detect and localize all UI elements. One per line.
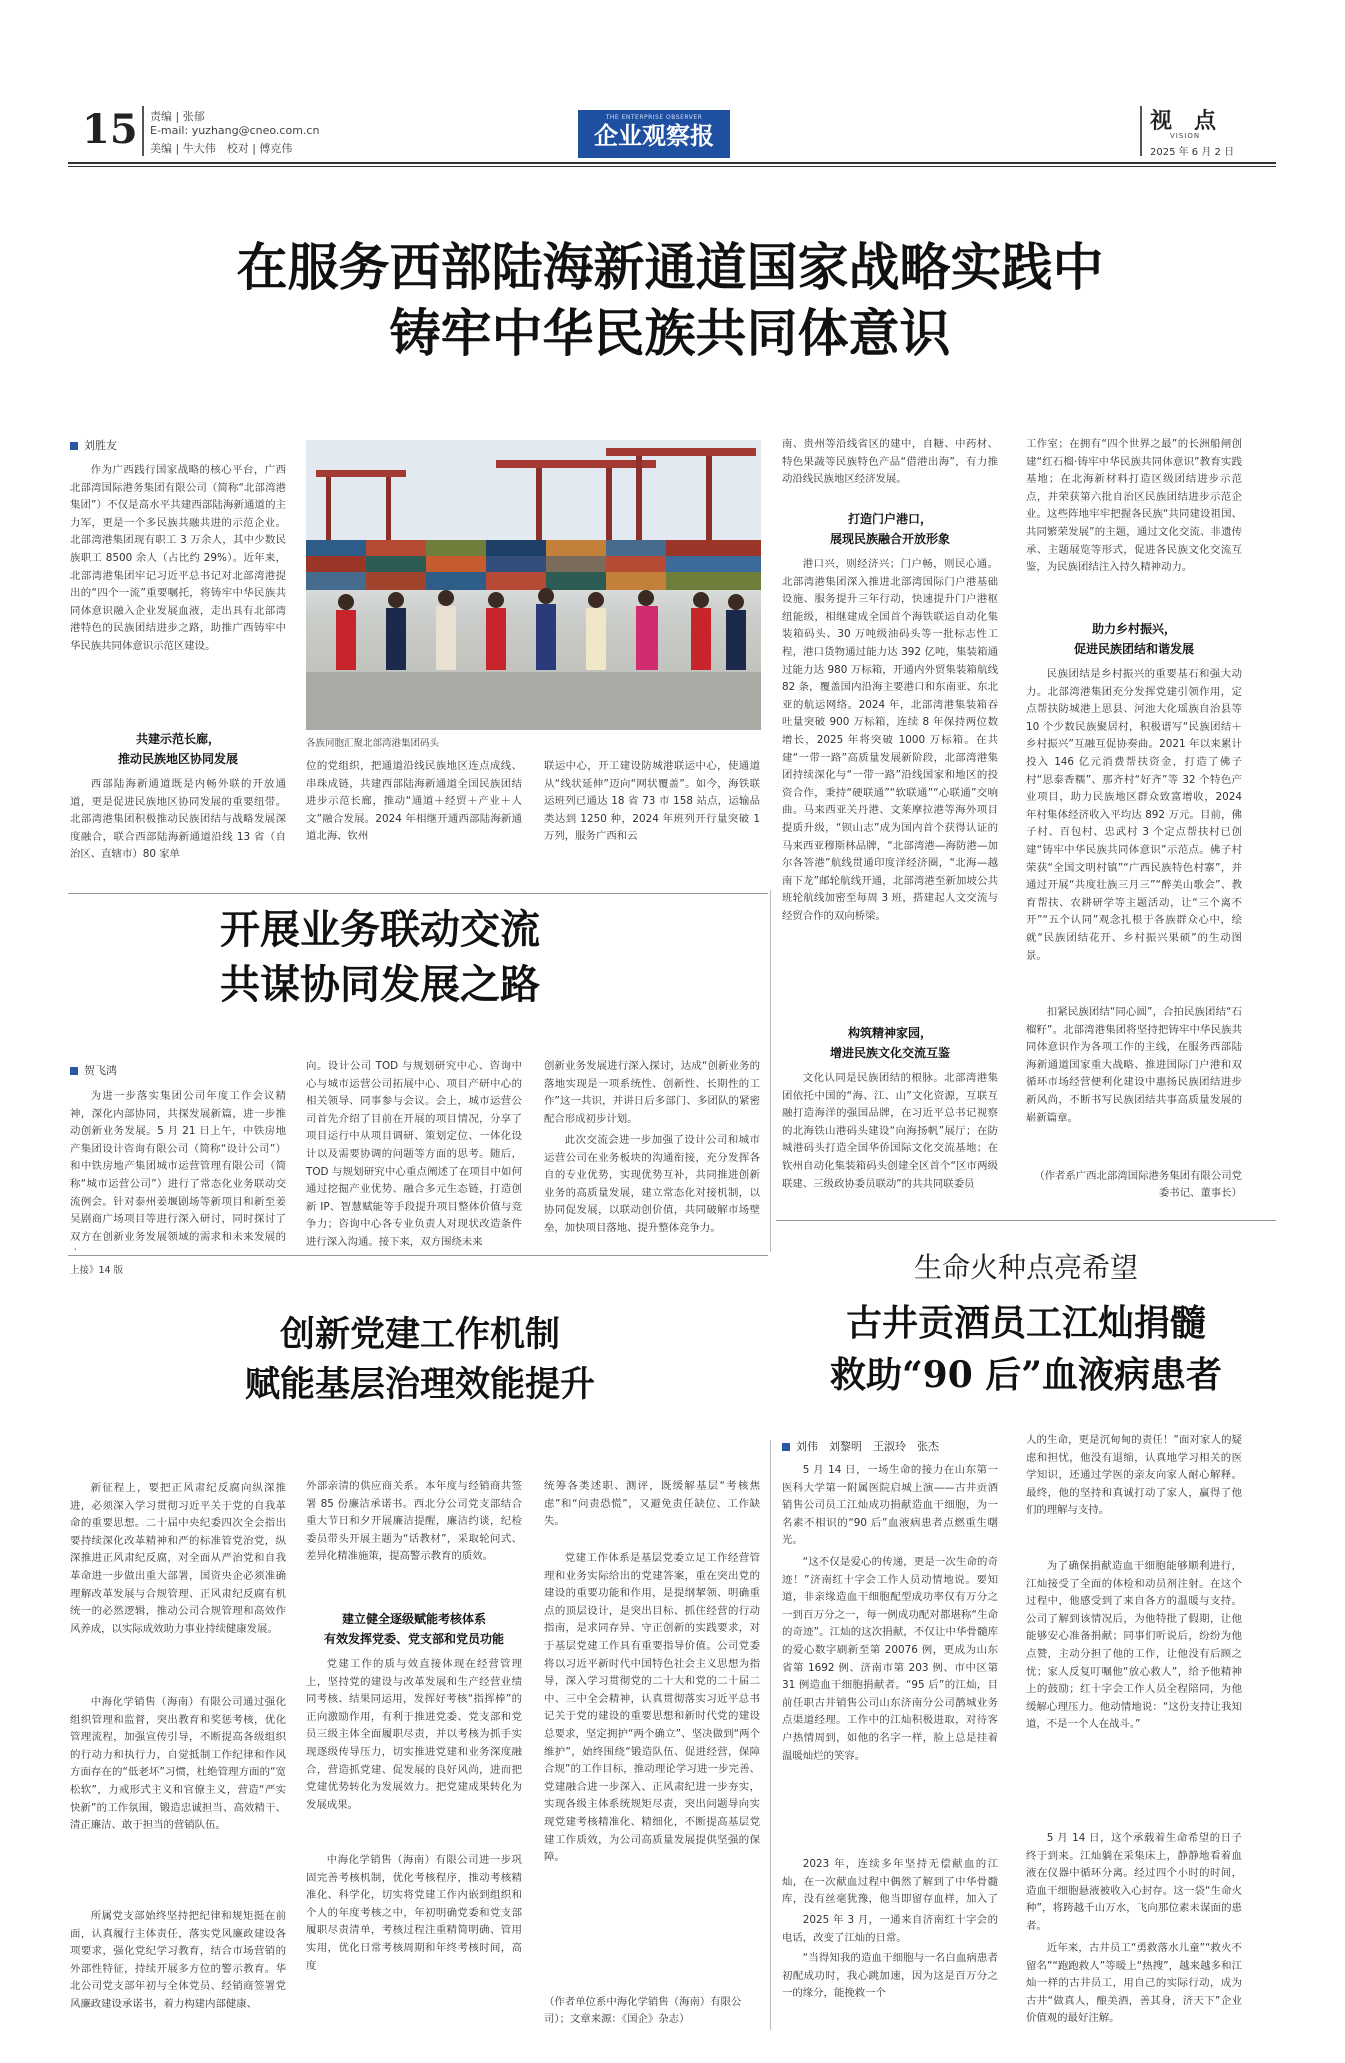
- header-bottom-rule-thin: [68, 166, 1276, 167]
- article1-col5-subhead-1: 助力乡村振兴，: [1091, 622, 1176, 636]
- article3-col2-subhead-2: 有效发挥党委、党支部和党员功能: [323, 1632, 504, 1646]
- article1-col2b: 位的党组织，把通道沿线民族地区连点成线、串珠成链，共建西部陆海新通道全国民族团结进步示范长廊，推动“通道＋经贸＋产业＋人文”融合发展。2024 年相继开通西部陆海新通道北海、钦州: [306, 760, 522, 843]
- masthead-title: 企业观察报: [594, 121, 714, 150]
- article3-jump-note: 上接》14 版: [70, 1265, 124, 1276]
- article2-col3: 创新业务发展进行深入探讨，达成“创新业务的落地实现是一项系统性、创新性、长期性的工作”这一共识，并讲日后多部门、多团队的紧密配合形成初步计划。: [544, 1060, 760, 1125]
- article1-title-line1: 在服务西部陆海新通道国家战略实践中: [236, 238, 1104, 298]
- article4-title-line1: 古井贡酒员工江灿捐髓: [845, 1302, 1206, 1344]
- article2-title-line2: 共谋协同发展之路: [220, 961, 540, 1008]
- issue-date: 2025 年 6 月 2 日: [1150, 147, 1235, 158]
- article3-col3: 统筹各类述职、测评，既缓解基层“考核焦虑”和“问责恐慌”，又避免责任缺位、工作缺失。: [544, 1480, 760, 1528]
- article3-col3b: 党建工作体系是基层党委立足工作经营管理和业务实际给出的党建答案，重在突出党的建设的重要功能和作用，是提纲挈领、明确重点的顶层设计，是突出目标、抓住经营的行动指南，是求同存异、守正创新的实践要求，对于基层党建工作具有重要指导价值。公司党委将以习近平新时代中国特色社会主义思想为指导，深入学习贯彻党的二十大和党的二十届二中、三中全会精神，认真贯彻落实习近平总书记关于党的建设的重要思想和新时代党的建设总要求，坚定拥护“两个确立”、坚决做到“两个维护”，始终围绕“锻造队伍、促进经营，保障合规”的工作目标，推动理论学习进一步完善、党建融合进一步深入、正风肃纪进一步夯实，实现各级主体系统规矩尽责，突出问题导向实现党建考核精准化、精细化，不断提高基层党建工作质效，为公司高质量发展提供坚强的保障。: [544, 1552, 760, 1864]
- section-divider-right: [776, 1220, 1276, 1221]
- article1-col5a: 工作室；在拥有“四个世界之最”的长洲船闸创建“红石榴·铸牢中华民族共同体意识”教育实践基地；在北海新材料打造区级团结进步示范点，并荣获第六批自治区民族团结进步示范企业。这些阵地牢牢把握各民族“共同建设祖国、共同繁荣发展”的主题，通过文化交流、非遗传承、主题展览等形式，促进各民族文化交流互鉴，为民族团结注入持久精神动力。: [1026, 438, 1242, 574]
- column-divider-right: [770, 890, 771, 1252]
- article1-col4-subhead2-2: 增进民族文化交流互鉴: [829, 1046, 950, 1060]
- article1-byline: [70, 437, 117, 453]
- article4-title-line2: 救助“90 后”血液病患者: [829, 1354, 1223, 1396]
- article3-author-note: （作者单位系中海化学销售（海南）有限公司）；文章来源：《国企》杂志）: [544, 1996, 742, 2025]
- article4-col2: 人的生命，更是沉甸甸的责任！”面对家人的疑虑和担忧，他没有退缩，认真地学习相关的医学知识，还通过学医的亲友向家人耐心解释。最终，他的坚持和真诚打动了家人，赢得了他们的理解与支持。: [1026, 1434, 1242, 1517]
- article1-col1b: 西部陆海新通道既是内畅外联的开放通道，更是促进民族地区协同发展的重要纽带。北部湾港集团积极推动民族团结与战略发展深度融合，联合西部陆海新通道沿线 13 省（自治区、直辖市）80 家单: [70, 778, 286, 861]
- article1-photo-caption: 各族同胞汇聚北部湾港集团码头: [306, 738, 440, 749]
- article2-col2: 向。设计公司 TOD 与规划研究中心、咨询中心与城市运营公司拓展中心、项目产研中心的相关领导、同事参与会议。会上，城市运营公司首先介绍了目前在开展的项目情况，分享了项目运行中从项目调研、策划定位、一体化设计以及需要协调的问题等方面的思考。随后，TOD 与规划研究中心重点阐述了在项目中如何通过挖掘产业优势、融合多元生态链，打造创新 IP、智慧赋能等手段提升项目整体价值与竞争力；咨询中心各专业负责人对现状改造条件进行深入沟通。接下来，双方围绕未来: [306, 1060, 522, 1248]
- article1-author: 刘胜友: [84, 439, 117, 452]
- article3-title-line2: 赋能基层治理效能提升: [244, 1364, 595, 1405]
- article1-col5-subhead-2: 促进民族团结和谐发展: [1073, 642, 1194, 656]
- article4-col2c: 5 月 14 日，这个承载着生命希望的日子终于到来。江灿躺在采集床上，静静地看着血液在仪器中循环分离。经过四个小时的时间，造血干细胞悬液被收入心封存。这一袋“生命火种”，将跨越千山万水，飞向那位素未谋面的患者。: [1026, 1832, 1242, 1932]
- header-bottom-rule: [68, 162, 1276, 164]
- article2-byline: [70, 1062, 117, 1078]
- article1-col4-subhead2-1: 构筑精神家园，: [847, 1026, 932, 1040]
- container-stacks: [306, 540, 761, 590]
- page-number: 15: [82, 106, 138, 153]
- article4-col1e: “当得知我的造血干细胞与一名白血病患者初配成功时，我心跳加速，因为这是百万分之一的缘分，能挽救一个: [782, 1952, 998, 2000]
- photo-scene: [306, 440, 761, 730]
- byline-marker: [70, 442, 78, 450]
- article3-col2c: 中海化学销售（海南）有限公司进一步巩固完善考核机制，优化考核程序，推动考核精准化、科学化，切实将党建工作内嵌到组织和个人的年度考核之中，年初明确党委和党支部履职尽责清单，考核过程注重精简明确、管用实用，优化日常考核周期和年终考核时间，高度: [306, 1854, 522, 1972]
- editor-credit: 责编 | 张郁: [150, 110, 205, 123]
- article3-col2: 外部亲清的供应商关系。本年度与经销商共签署 85 份廉洁承诺书。西北分公司党支部结合重大节日和夕开展廉洁提醒，廉洁约谈，纪检委员带头开展主题为“话教材”，采取轮问式、差异化精准施策，提高警示教育的质效。: [306, 1480, 522, 1563]
- article3-col2b: 党建工作的质与效直接体现在经营管理上，坚持党的建设与改革发展和生产经营业绩同考核、结果同运用，发挥好考核“指挥棒”的正向激励作用，有利于推进党委、党支部和党员三级主体全面履职尽责，并以考核为抓手实现逐级传导压力，切实推进党建和业务深度融合，营造抓党建、促发展的良好风尚，进而把党建优势转化为发展效力。把党建成果转化为发展成果。: [306, 1658, 522, 1811]
- section-divider-1: [68, 893, 768, 894]
- article1-col5b: 民族团结是乡村振兴的重要基石和强大动力。北部湾港集团充分发挥党建引领作用，定点帮扶防城港上思县、河池大化瑶族自治县等 10 个少数民族聚居村，积极谱写“民族团结＋乡村振兴”互融互促协奏曲。2021 年以来累计投入 146 亿元消费帮扶资金，打造了佛子村“思泰香糯”、那齐村“好齐”等 32 个特色产业项目，助力民族地区群众致富增收，2024 年村集体经济收入平均达 892 万元。目前，佛子村、百包村、忠武村 3 个定点帮扶村已创建“铸牢中华民族共同体意识”示范点。佛子村荣获“全国文明村镇”“广西民族特色村寨”，并通过开展“共度壮族三月三”“醉美山歌会”、教育帮扶、农耕研学等主题活动，让“三个离不开”“五个认同”观念扎根于各族群众心中，绘就“民族团结花开、乡村振兴果硕”的生动图景。: [1026, 668, 1242, 962]
- article2-title-line1: 开展业务联动交流: [220, 906, 540, 953]
- masthead-logo: [578, 110, 730, 158]
- section-name: 视 点: [1150, 108, 1217, 134]
- article1-col4-subhead-2: 展现民族融合开放形象: [829, 532, 950, 546]
- section-english: VISION: [1170, 132, 1201, 140]
- article3-col1b: 中海化学销售（海南）有限公司通过强化组织管理和监督，突出教育和奖惩考核，优化管理流程，加强宣传引导，不断提高各级组织的行动力和执行力，自觉抵制工作纪律和作风方面存在的“低老坏”习惯，杜绝管理方面的“宽松软”，力戒形式主义和官僚主义，营造“严实快新”的工作氛围，锻造忠诚担当、高效精干、清正廉洁、敢于担当的营销队伍。: [70, 1696, 286, 1832]
- article1-col4a: 南、贵州等沿线省区的建中，自糖、中药材、特色果蔬等民族特色产品“借港出海”，有力推动沿线民族地区经济发展。: [782, 438, 998, 486]
- article1-col1-subhead-2: 推动民族地区协同发展: [117, 752, 238, 766]
- article4-authors: 刘伟 刘黎明 王淑玲 张杰: [796, 1440, 939, 1453]
- byline-marker: [70, 1067, 78, 1075]
- article1-col4b: 港口兴，则经济兴；门户畅，则民心通。北部湾港集团深入推进北部湾国际门户港基础设施、服务提升三年行动，快速提升门户港枢纽能级，相继建成全国首个海铁联运自动化集装箱码头、30 万吨级油码头等一批标志性工程，港口货物通过能力达 392 亿吨，集装箱通过能力达 980 万标箱，开通内外贸集装箱航线 82 条，覆盖国内沿海主要港口和东南亚、东北亚的航运网络。2024 年，北部湾港集装箱吞吐量突破 900 万标箱，连续 8 年保持两位数增长，2025 年将突破 1000 万标箱。在共建“一带一路”高质量发展新阶段，北部湾港集团持续深化与“一带一路”沿线国家和地区的投资合作，秉持“硬联通”“软联通”“心联通”交响曲。马来西亚关丹港、文莱摩拉港等海外项目提质升级，“钡山志”成为国内首个获得认证的马来西亚穆斯林品牌，“北部湾港—海防港—加尔各答港”航线贯通印度洋经济圈，“北海—越南下龙”邮轮航线开通，北部湾港至新加坡公共班轮航线加密至每周 3 班，搭建起人文交流与经贸合作的双向桥梁。: [782, 558, 998, 922]
- article1-col4-subhead-1: 打造门户港口，: [847, 512, 932, 526]
- article1-col5c: 扣紧民族团结“同心圆”，合拍民族团结“石榴籽”。北部湾港集团将坚持把铸牢中华民族共同体意识作为各项工作的主线，在服务西部陆海新通道国家重大战略、推进国际门户港和双循环市场经营便利化建设中惠扬民族团结进步新风尚，不断书写民族团结共事高质量发展的崭新篇章。: [1026, 1006, 1242, 1124]
- article4-col2d: 近年来，古井员工“勇救落水儿童”“救火不留名”“跑跑救人”等暖上“热搜”，越来越多和江灿一样的古井员工，用自己的实际行动，成为古井“做真人，酿美酒，善其身，济天下”企业价值观的最好注解。: [1026, 1942, 1242, 2025]
- performers: [336, 588, 746, 670]
- article2-col3b: 此次交流会进一步加强了设计公司和城市运营公司在业务板块的沟通衔接，充分发挥各自的专业优势，实现优势互补，共同推进创新业务的高质量发展，建立常态化对接机制，以协同促发展，以联动创价值，共同破解市场壁垒，加快项目落地、提升整体竞争力。: [544, 1134, 760, 1234]
- article4-col2b: 为了确保捐献造血干细胞能够顺利进行，江灿接受了全面的体检和动员剂注射。在这个过程中，他感受到了来自各方的温暖与支持。公司了解到该情况后，为他特批了假期，让他能够安心准备捐献；同事们听说后，纷纷为他点赞，主动分担了他的工作，让他没有后顾之忧；家人反复叮嘱他“放心救人”，给予他精神上的鼓励；红十字会工作人员全程陪同，为他缓解心理压力。他动情地说：“这份支持让我知道，不是一个人在战斗。”: [1026, 1560, 1242, 1731]
- article1-col4c: 文化认同是民族团结的根脉。北部湾港集团依托中国的“海、江、山”文化资源，互联互融打造海洋的强国品牌，在习近平总书记视察的北海铁山港码头建设“向海扬帆”展厅；在防城港码头打造全国华侨国际文化交流基地；在钦州自动化集装箱码头创建全区首个“区市两级联建、三级政协委员联动”的共共同联委员: [782, 1072, 998, 1190]
- article4-col1b: “这不仅是爱心的传递，更是一次生命的奇迹！”济南红十字会工作人员动情地说。要知道，非亲缘造血干细胞配型成功率仅有万分之一到百万分之一，每一例成功配对都堪称“生命的奇迹”。江灿的这次捐献，不仅让中华骨髓库的爱心数字刷新至第 20076 例，更成为山东省第 1692 例、济南市第 203 例、市中区第 31 例造血干细胞捐献者。“95 后”的江灿，目前任职古井销售公司山东济南分公司鹊城业务点渠道经理。工作中的江灿积极进取，对待客户热情周到，如他的名字一样，脸上总是挂着温暖灿烂的笑容。: [782, 1556, 998, 1762]
- article1-author-note: （作者系广西北部湾国际港务集团有限公司党委书记、董事长）: [1034, 1170, 1242, 1199]
- article4-col1c: 2023 年，连续多年坚持无偿献血的江灿，在一次献血过程中偶然了解到了中华骨髓库，没有丝毫犹豫，他当即留存血样，加入了: [782, 1858, 998, 1906]
- article3-col1c: 所属党支部始终坚持把纪律和规矩挺在前面，认真履行主体责任，落实党风廉政建设各项要求，强化党纪学习教育，结合市场营销的外部性特征，持续开展多方位的警示教育。华北公司党支部年初与全体党员、经销商签署党风廉政建设承诺书，着力构建内部健康、: [70, 1910, 286, 2010]
- article2-col1: 为进一步落实集团公司年度工作会议精神，深化内部协同，共探发展新篇，进一步推动创新业务发展。5 月 21 日上午，中铁房地产集团设计咨询有限公司（简称“设计公司”）和中铁房地产集团城市运营管理有限公司（简称“城市运营公司”）进行了常态化业务联动交流例会。针对泰州姜堰剧场等新项目和新至姜吴剧商广场项目等进行深入研讨，同时探讨了双方在创新业务发展领域的需求和未来发展的: [70, 1090, 286, 1243]
- article1-title-line2: 铸牢中华民族共同体意识: [389, 304, 951, 364]
- header-rule-right: [1140, 106, 1142, 156]
- article1-photo: [306, 440, 761, 730]
- article2-author: 贺飞鸿: [84, 1064, 117, 1077]
- article1-col1: 作为广西践行国家战略的核心平台，广西北部湾国际港务集团有限公司（简称“北部湾港集团”）不仅是高水平共建西部陆海新通道的主力军，更是一个多民族共融共进的示范企业。北部湾港集团现有职工 3 万余人，其中少数民族职工 8500 余人（占比约 29%）。近年来，北部湾港集团牢记习近平总书记对北部湾港提出的“四个一流”重要嘱托，将铸牢中华民族共同体意识融入企业发展血液，走出具有北部湾港特色的民族团结进步之路，助推广西铸牢中华民族共同体意识示范区建设。: [70, 464, 286, 652]
- masthead-english: THE ENTERPRISE OBSERVER: [605, 114, 703, 121]
- article4-kicker: 生命火种点亮希望: [913, 1251, 1138, 1284]
- byline-marker: [782, 1443, 790, 1451]
- article4-byline: [782, 1438, 939, 1454]
- design-credit: 美编 | 牛大伟 校对 | 傅克伟: [150, 142, 293, 155]
- article1-col1-subhead-1: 共建示范长廊，: [135, 732, 220, 746]
- article3-col2-subhead-1: 建立健全逐级赋能考核体系: [341, 1612, 486, 1626]
- editor-email: E-mail: yuzhang@cneo.com.cn: [150, 124, 320, 137]
- article1-col3b: 联运中心，开工建设防城港联运中心，使通道从“线状延伸”迈向“网状覆盖”。如今，海铁联运班列已通达 18 省 73 市 158 站点，运输品类达到 1250 种，2024 年班列开行量突破 1 万列，服务广西和云: [544, 760, 760, 843]
- column-divider-article4: [770, 1440, 771, 2030]
- section-divider-2: [68, 1255, 768, 1256]
- article4-col1: 5 月 14 日，一场生命的接力在山东第一医科大学第一附属医院启城上演——古井贡酒销售公司员工江灿成功捐献造血干细胞，为一名素不相识的“90 后”血液病患者点燃重生曙光。: [782, 1464, 998, 1547]
- article3-title-line1: 创新党建工作机制: [279, 1314, 560, 1355]
- article3-col1: 新征程上，要把正风肃纪反腐向纵深推进，必须深入学习贯彻习近平关于党的自我革命的重要思想。二十届中央纪委四次全会指出要持续深化改革精神和严的标准管党治党，纵深推进正风肃纪反腐，对全面从严治党和自我革命进一步做出重大部署，国资央企必须准确理解改革发展与合规管理、正风肃纪反腐有机统一的必然逻辑，推动公司合规管理和高效作风养成，以实际成效助力事业持续健康发展。: [70, 1482, 286, 1635]
- header-rule-left: [142, 106, 144, 156]
- article4-col1d: 2025 年 3 月，一通来自济南红十字会的电话，改变了江灿的日常。: [782, 1914, 998, 1944]
